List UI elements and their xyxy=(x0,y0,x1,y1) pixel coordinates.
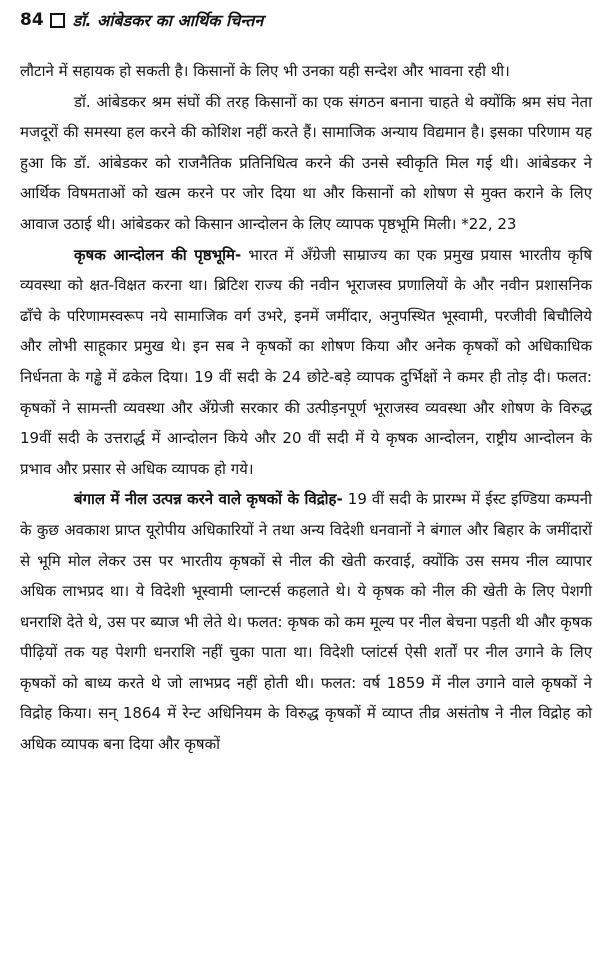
paragraph-peasant-movement-background xyxy=(20,240,592,485)
run-in-heading: कृषक आन्दोलन की पृष्ठभूमि- xyxy=(74,245,242,264)
page-header xyxy=(20,8,263,32)
run-in-heading: बंगाल में नील उत्पन्न करने वाले कृषकों के विद्रोह- xyxy=(74,490,343,509)
paragraph-text: डॉ. आंबेडकर श्रम संघों की तरह किसानों का एक संगठन बनाना चाहते थे क्योंकि श्रम संघ नेता मजदूरों की समस्या हल करने की कोशिश नहीं करते हैं। सामाजिक अन्याय विद्यमान है। इसका परिणाम यह हुआ कि डॉ. आंबेडकर को राजनैतिक प्रतिनिधित्व करने की उनसे स्वीकृति मिल गई थी। आंबेडकर ने आर्थिक विषमताओं को खत्म करने पर जोर दिया था और किसानों को शोषण से मुक्त कराने के लिए आवाज उठाई थी। आंबेडकर को किसान आन्दोलन के लिए व्यापक पृष्ठभूमि मिली। *22, 23 xyxy=(20,92,592,233)
paragraph-indigo-revolt xyxy=(20,484,592,759)
square-bullet-icon xyxy=(50,13,65,28)
body-text xyxy=(20,56,592,760)
running-title: डॉ. आंबेडकर का आर्थिक चिन्तन xyxy=(72,11,264,30)
paragraph-ambedkar-farmers xyxy=(20,87,592,240)
paragraph-continuation xyxy=(20,56,592,87)
paragraph-text: भारत में अँग्रेजी साम्राज्य का एक प्रमुख प्रयास भारतीय कृषि व्यवस्था को क्षत-विक्षत करना था। ब्रिटिश राज्य की नवीन भूराजस्व प्रणालियों के और नवीन प्रशासनिक ढाँचे के परिणामस्वरूप नये सामाजिक वर्ग उभरे, इनमें जमींदार, अनुपस्थित भूस्वामी, परजीवी बिचौलिये और लोभी साहूकार प्रमुख थे। इन सब ने कृषकों का शोषण किया और अनेक कृषकों को अधिकाधिक निर्धनता के गड्ढे में ढकेल दिया। 19 वीं सदी के 24 छोटे-बड़े व्यापक दुर्भिक्षों ने कमर ही तोड़ दी। फलत: कृषकों ने सामन्ती व्यवस्था और अँग्रेजी सरकार की उत्पीड़नपूर्ण भूराजस्व व्यवस्था और शोषण के विरुद्ध 19वीं सदी के उत्तरार्द्ध में आन्दोलन किये और 20 वीं सदी में ये कृषक आन्दोलन, राष्ट्रीय आन्दोलन के प्रभाव और प्रसार से अधिक व्यापक हो गये। xyxy=(20,245,592,478)
paragraph-text: 19 वीं सदी के प्रारम्भ में ईस्ट इण्डिया कम्पनी के कुछ अवकाश प्राप्त यूरोपीय अधिकारियों ने तथा अन्य विदेशी धनवानों ने बंगाल और बिहार के जमींदारों से भूमि मोल लेकर उस पर भारतीय कृषकों से नील की खेती करवाई, क्योंकि उस समय नील व्यापार अधिक लाभप्रद था। ये विदेशी भूस्वामी प्लान्टर्स कहलाते थे। ये कृषक को नील की खेती के लिए पेशगी धनराशि देते थे, उस पर ब्याज भी लेते थे। फलत: कृषक को कम मूल्य पर नील बेचना पड़ती थी और कृषक पीढ़ियों तक यह पेशगी धनराशि नहीं चुका पाता था। विदेशी प्लांटर्स ऐसी शर्तों पर नील उगाने के लिए कृषकों को बाध्य करते थे जो लाभप्रद नहीं होती थी। फलत: वर्ष 1859 में नील उगाने वाले कृषकों ने विद्रोह किया। सन् 1864 में रेन्ट अधिनियम के विरुद्ध कृषकों में व्याप्त तीव्र असंतोष ने नील विद्रोह को अधिक व्यापक बना दिया और कृषकों xyxy=(20,490,593,754)
page-number: 84 xyxy=(20,10,44,30)
paragraph-text: लौटाने में सहायक हो सकती है। किसानों के लिए भी उनका यही सन्देश और भावना रही थी। xyxy=(20,62,510,80)
